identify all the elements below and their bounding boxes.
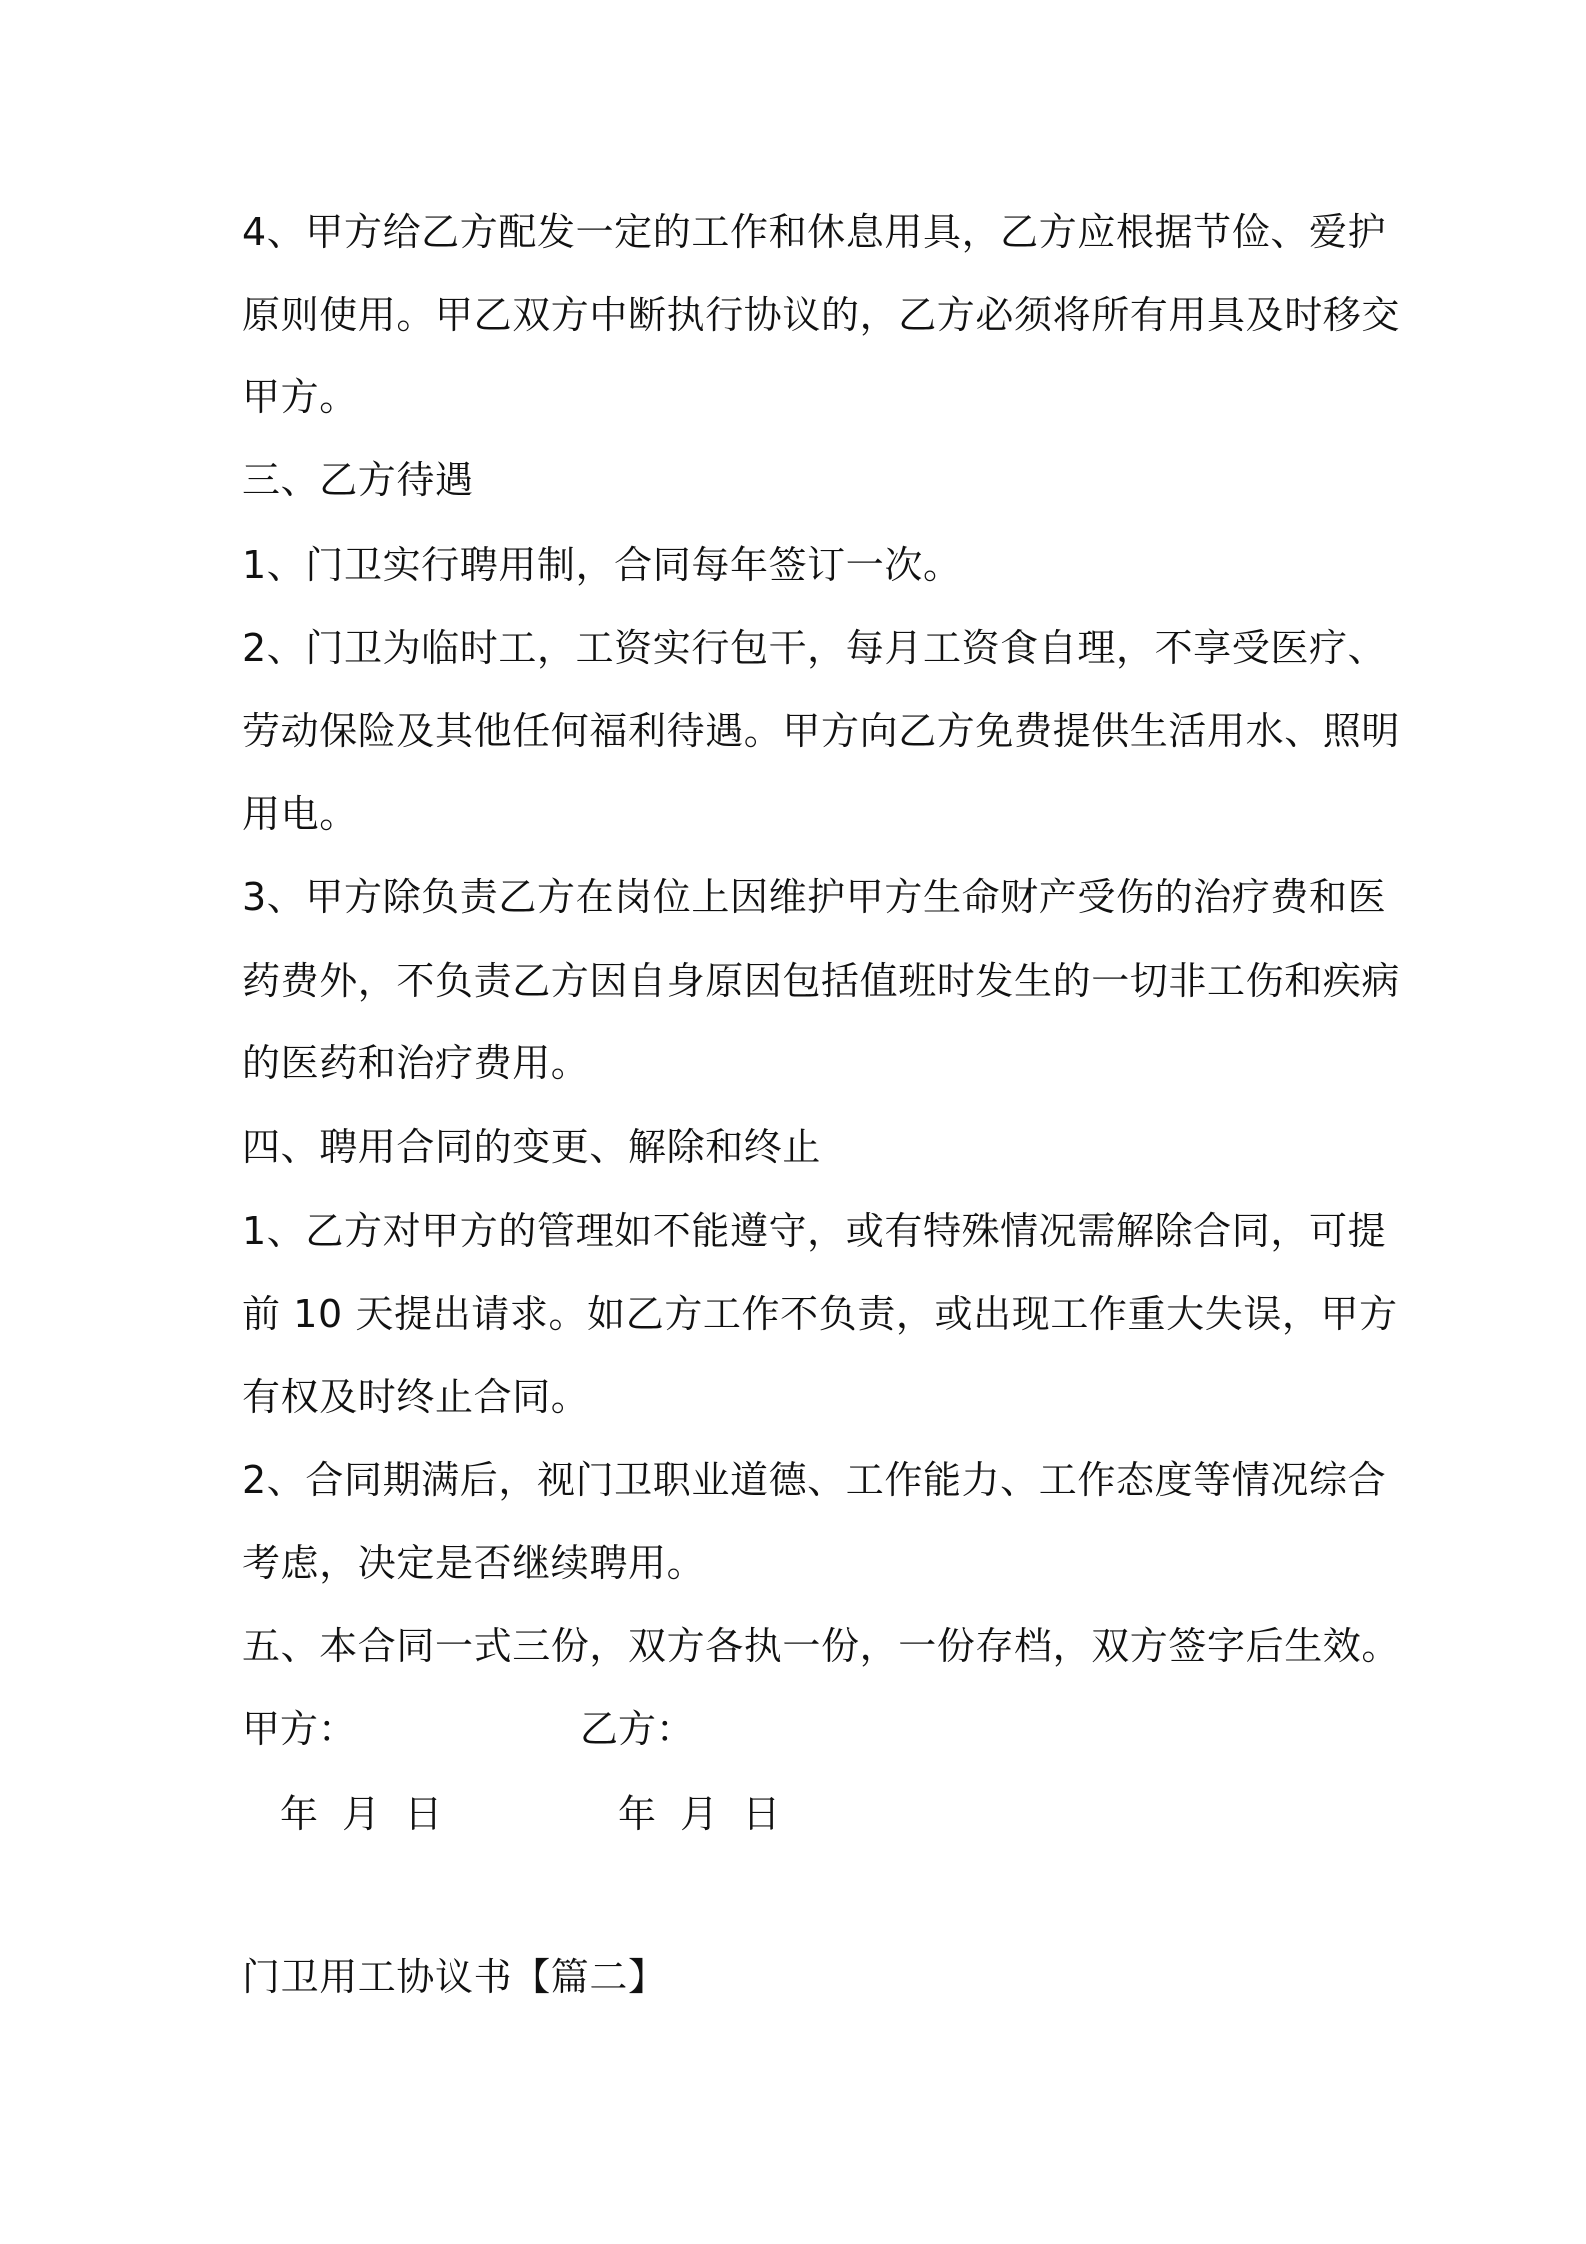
party-a-date: 年 月 日 (280, 1792, 443, 1836)
paragraph-line: 3、甲方除负责乙方在岗位上因维护甲方生命财产受伤的治疗费和医 (242, 875, 1387, 919)
paragraph-line: 用电。 (242, 792, 358, 836)
paragraph-line: 前 10 天提出请求。如乙方工作不负责，或出现工作重大失误，甲方 (242, 1292, 1398, 1336)
paragraph-line: 有权及时终止合同。 (242, 1375, 590, 1419)
paragraph-line: 4、甲方给乙方配发一定的工作和休息用具，乙方应根据节俭、爱护 (242, 210, 1387, 254)
party-a-label: 甲方： (242, 1707, 357, 1751)
paragraph-line: 2、合同期满后，视门卫职业道德、工作能力、工作态度等情况综合 (242, 1458, 1387, 1502)
paragraph-line: 甲方。 (242, 375, 358, 419)
paragraph-line: 2、门卫为临时工，工资实行包干，每月工资食自理，不享受医疗、 (242, 626, 1387, 670)
party-b-date: 年 月 日 (618, 1792, 781, 1836)
paragraph-line: 原则使用。甲乙双方中断执行协议的，乙方必须将所有用具及时移交 (242, 293, 1401, 337)
paragraph-line: 1、乙方对甲方的管理如不能遵守，或有特殊情况需解除合同，可提 (242, 1209, 1387, 1253)
paragraph-line: 考虑，决定是否继续聘用。 (242, 1541, 706, 1585)
section-heading: 四、聘用合同的变更、解除和终止 (242, 1125, 822, 1169)
section-heading: 三、乙方待遇 (242, 458, 474, 502)
party-b-label: 乙方： (580, 1707, 695, 1751)
paragraph-line: 劳动保险及其他任何福利待遇。甲方向乙方免费提供生活用水、照明 (242, 709, 1401, 753)
paragraph-line: 五、本合同一式三份，双方各执一份，一份存档，双方签字后生效。 (242, 1624, 1401, 1668)
paragraph-line: 1、门卫实行聘用制，合同每年签订一次。 (242, 543, 962, 587)
paragraph-line: 药费外，不负责乙方因自身原因包括值班时发生的一切非工伤和疾病 (242, 959, 1401, 1003)
next-section-title: 门卫用工协议书【篇二】 (242, 1955, 667, 1999)
paragraph-line: 的医药和治疗费用。 (242, 1041, 590, 1085)
